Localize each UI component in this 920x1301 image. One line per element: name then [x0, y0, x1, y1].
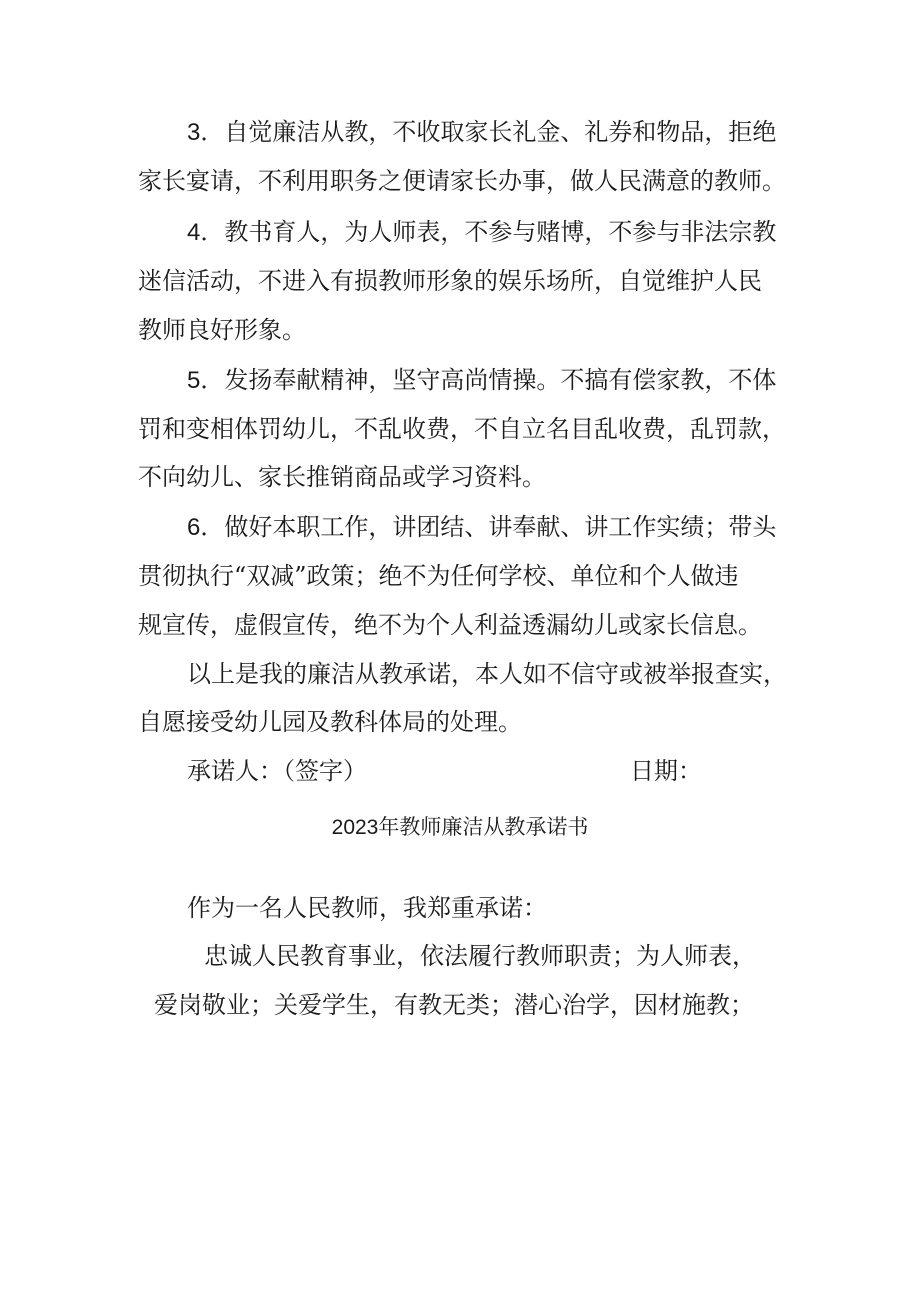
document-title: 2023年教师廉洁从教承诺书	[331, 816, 589, 839]
item-4-line-3: 教师良好形象。	[138, 316, 306, 344]
intro-line: 作为一名人民教师，我郑重承诺：	[187, 894, 547, 922]
date-label: 日期：	[630, 757, 702, 785]
pledge-line-2: 爱岗敬业；关爱学生，有教无类；潜心治学，因材施教；	[154, 991, 754, 1019]
item-4-number: 4	[187, 219, 201, 246]
item-4-first-line	[187, 217, 776, 248]
item-3-number: 3	[187, 119, 201, 146]
pledge-line-1: 忠诚人民教育事业，依法履行教师职责；为人师表，	[204, 942, 756, 970]
signer-label: 承诺人：（签字）	[187, 757, 367, 785]
item-4-line-2: 迷信活动，不进入有损教师形象的娱乐场所，自觉维护人民	[138, 267, 762, 295]
item-6-line-2: 贯彻执行“双减”政策；绝不为任何学校、单位和个人做违	[138, 562, 739, 590]
item-5-line-3: 不向幼儿、家长推销商品或学习资料。	[138, 463, 546, 491]
item-5-line-2: 罚和变相体罚幼儿，不乱收费，不自立名目乱收费，乱罚款，	[138, 415, 786, 443]
item-6-number: 6	[187, 514, 201, 541]
item-3-first-line	[187, 117, 776, 148]
item-4-text: ．教书育人，为人师表，不参与赌博，不参与非法宗教	[200, 218, 777, 246]
item-3-line-2: 家长宴请，不利用职务之便请家长办事，做人民满意的教师。	[138, 167, 786, 195]
item-6-first-line	[187, 512, 776, 543]
item-6-line-3: 规宣传，虚假宣传，绝不为个人利益透漏幼儿或家长信息。	[138, 611, 762, 639]
closing-line-2: 自愿接受幼儿园及教科体局的处理。	[138, 708, 522, 736]
item-5-number: 5	[187, 367, 201, 394]
item-6-text: ．做好本职工作，讲团结、讲奉献、讲工作实绩；带头	[200, 513, 777, 541]
closing-line-1: 以上是我的廉洁从教承诺，本人如不信守或被举报查实，	[187, 660, 787, 688]
item-5-first-line	[187, 365, 776, 396]
item-3-text: ．自觉廉洁从教，不收取家长礼金、礼券和物品，拒绝	[200, 118, 777, 146]
item-5-text: ．发扬奉献精神，坚守高尚情操。不搞有偿家教，不体	[200, 366, 777, 394]
